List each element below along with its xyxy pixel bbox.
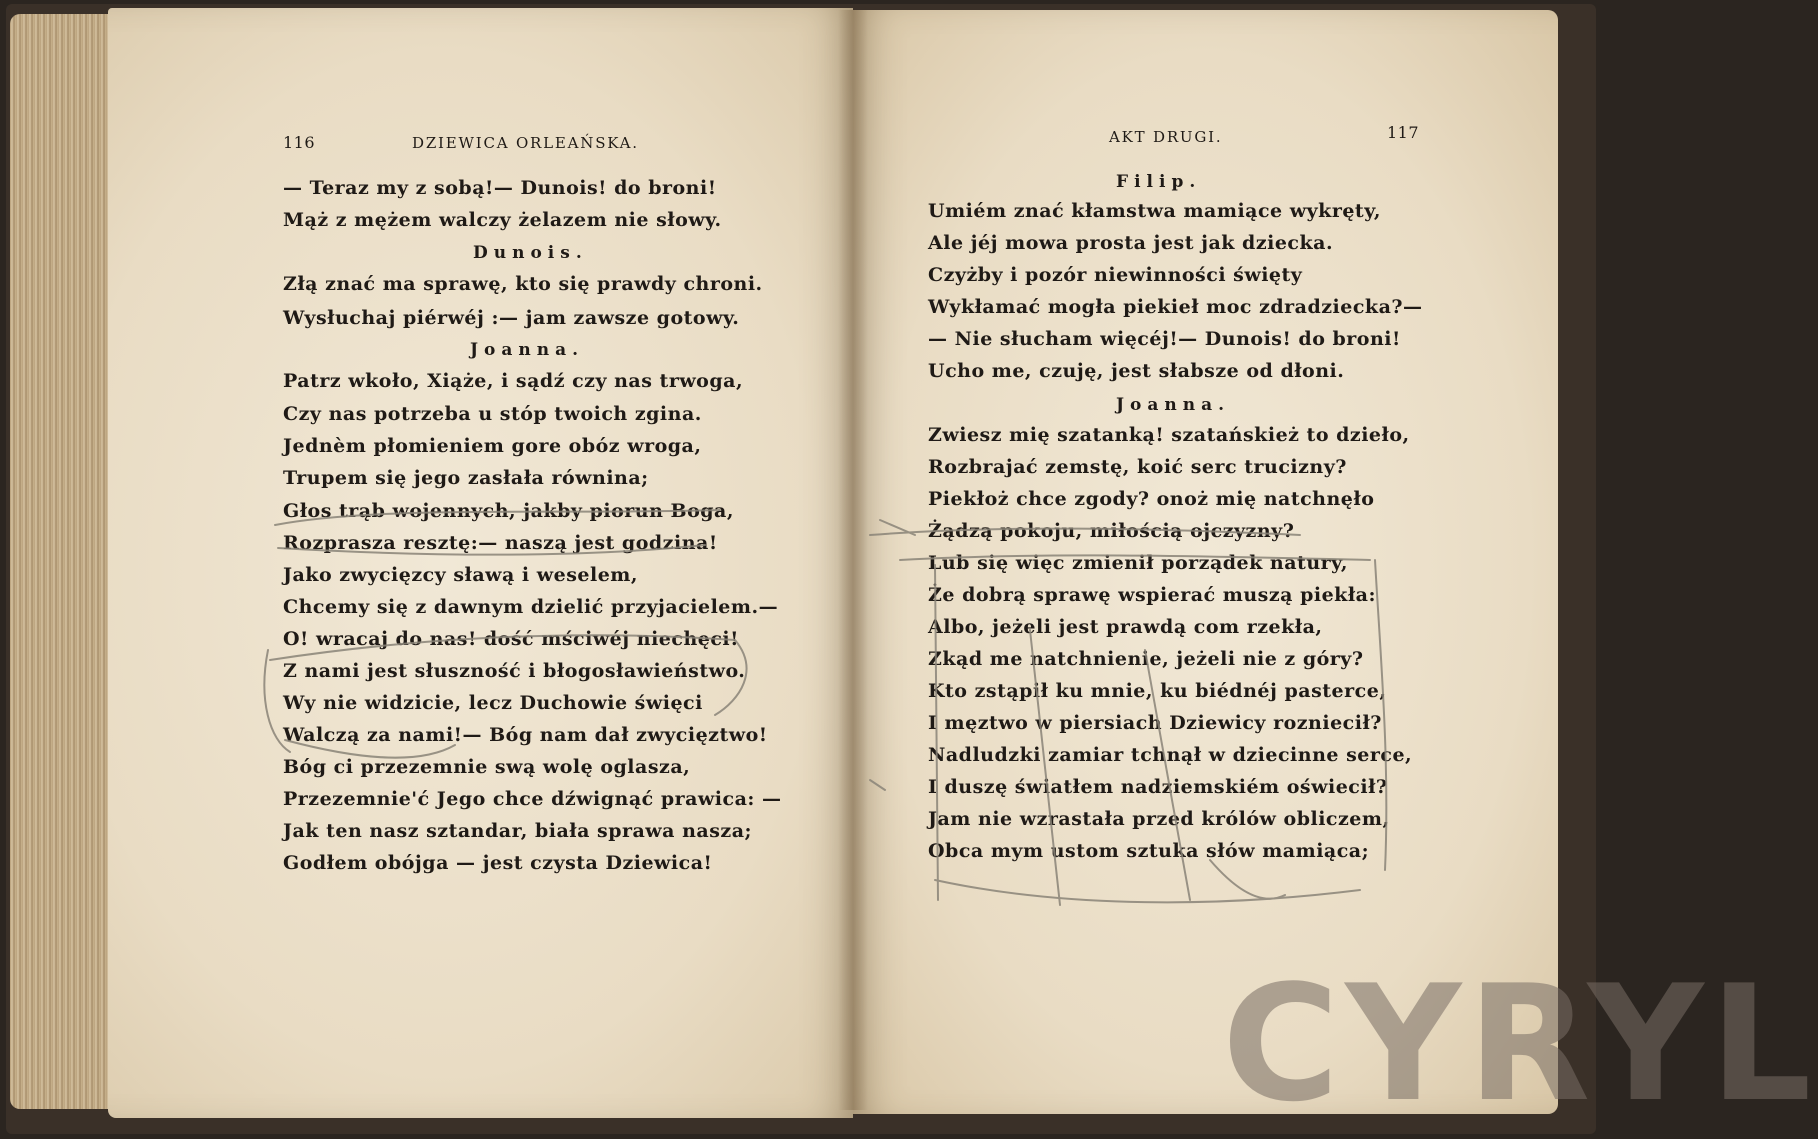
verse-line: Obca mym ustom sztuka słów mamiąca; [928, 840, 1370, 862]
verse-line: Wykłamać mogła piekieł moc zdradziecka?— [928, 296, 1423, 318]
speaker-name: Joanna. [470, 340, 585, 360]
verse-line: Wysłuchaj piérwéj :— jam zawsze gotowy. [283, 307, 740, 329]
verse-line: Że dobrą sprawę wspierać muszą piekła: [928, 584, 1376, 606]
verse-line: Ucho me, czuję, jest słabsze od dłoni. [928, 360, 1345, 382]
page-edges [10, 14, 120, 1109]
verse-line: Żądzą pokoju, miłością ojczyzny? [928, 520, 1295, 542]
verse-line: O! wracaj do nas! dość mściwéj niechęci! [283, 628, 739, 650]
verse-line: — Teraz my z sobą!— Dunois! do broni! [283, 177, 717, 199]
verse-line: Mąż z mężem walczy żelazem nie słowy. [283, 209, 722, 231]
verse-line: Walczą za nami!— Bóg nam dał zwycięztwo! [283, 724, 768, 746]
verse-line: — Nie słucham więcéj!— Dunois! do broni! [928, 328, 1401, 350]
verse-line: I męztwo w piersiach Dziewicy rozniecił? [928, 712, 1382, 734]
speaker-name: Filip. [1116, 172, 1202, 192]
right-running-head: AKT DRUGI. [1109, 128, 1223, 146]
verse-line: Piekłoż chce zgody? onoż mię natchnęło [928, 488, 1375, 510]
verse-line: Lub się więc zmienił porządek natury, [928, 552, 1348, 574]
verse-line: Patrz wkoło, Xiąże, i sądź czy nas trwoga, [283, 370, 744, 392]
verse-line: Nadludzki zamiar tchnął w dziecinne serce, [928, 744, 1413, 766]
verse-line: Jam nie wzrastała przed królów obliczem, [928, 808, 1390, 830]
library-logo-watermark [1222, 950, 1818, 1137]
verse-line: I duszę światłem nadziemskiém oświecił? [928, 776, 1388, 798]
left-page-number: 116 [283, 133, 316, 152]
speaker-name: Joanna. [1116, 395, 1231, 415]
verse-line: Umiém znać kłamstwa mamiące wykręty, [928, 200, 1382, 222]
verse-line: Zkąd me natchnienie, jeżeli nie z góry? [928, 648, 1364, 670]
verse-line: Wy nie widzicie, lecz Duchowie święci [283, 692, 703, 714]
verse-line: Czy nas potrzeba u stóp twoich zgina. [283, 403, 702, 425]
verse-line: Złą znać ma sprawę, kto się prawdy chroni. [283, 273, 763, 295]
verse-line: Kto zstąpił ku mnie, ku biédnéj pasterce, [928, 680, 1387, 702]
left-running-head: DZIEWICA ORLEAŃSKA. [412, 134, 639, 152]
verse-line: Ale jéj mowa prosta jest jak dziecka. [928, 232, 1334, 254]
verse-line: Z nami jest słuszność i błogosławieństwo. [283, 660, 746, 682]
verse-line: Jednèm płomieniem gore obóz wroga, [283, 435, 702, 457]
verse-line: Jako zwycięzcy sławą i weselem, [283, 564, 639, 586]
verse-line: Przezemnie'ć Jego chce dźwignąć prawica: — [283, 788, 782, 810]
verse-line: Chcemy się z dawnym dzielić przyjacielem.— [283, 596, 779, 618]
verse-line: Jak ten nasz sztandar, biała sprawa nasza; [283, 820, 753, 842]
right-page-number: 117 [1387, 123, 1420, 142]
speaker-name: Dunois. [473, 243, 588, 263]
left-page [108, 8, 853, 1118]
verse-line: Rozbrajać zemstę, koić serc trucizny? [928, 456, 1347, 478]
book-gutter [838, 10, 868, 1110]
watermark-text: CYRYL [1222, 950, 1818, 1137]
verse-line: Zwiesz mię szatanką! szatańskież to dzieło, [928, 424, 1410, 446]
verse-line: Rozprasza resztę:— naszą jest godzina! [283, 532, 718, 554]
verse-line: Głos trąb wojennych, jakby piorun Boga, [283, 500, 734, 522]
verse-line: Bóg ci przezemnie swą wolę oglasza, [283, 756, 691, 778]
verse-line: Czyżby i pozór niewinności święty [928, 264, 1303, 286]
verse-line: Godłem obójga — jest czysta Dziewica! [283, 852, 713, 874]
verse-line: Albo, jeżeli jest prawdą com rzekła, [928, 616, 1323, 638]
verse-line: Trupem się jego zasłała równina; [283, 467, 649, 489]
